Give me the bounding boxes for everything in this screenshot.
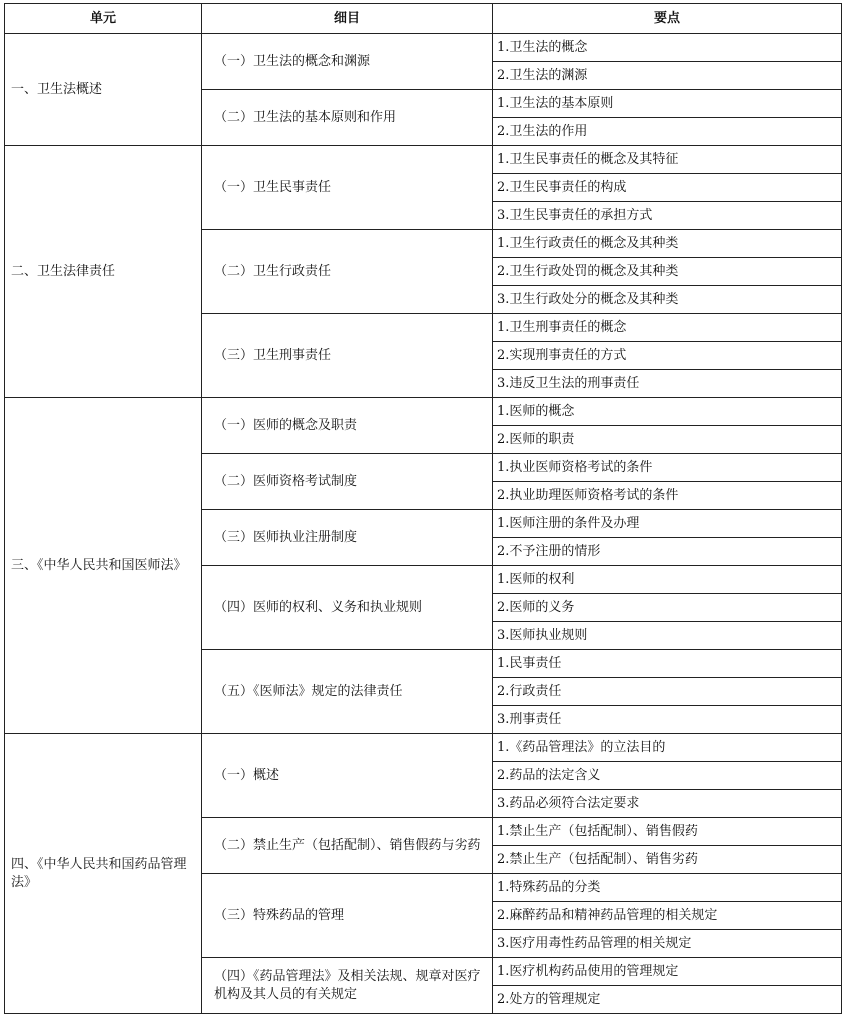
point-cell: 2.处方的管理规定	[493, 986, 842, 1014]
point-cell: 1.医师注册的条件及办理	[493, 510, 842, 538]
point-cell: 3.医疗用毒性药品管理的相关规定	[493, 930, 842, 958]
point-cell: 2.行政责任	[493, 678, 842, 706]
point-cell: 3.卫生行政处分的概念及其种类	[493, 286, 842, 314]
point-cell: 1.特殊药品的分类	[493, 874, 842, 902]
point-cell: 3.药品必须符合法定要求	[493, 790, 842, 818]
detail-cell: （二）医师资格考试制度	[202, 454, 493, 510]
unit-cell: 四、《中华人民共和国药品管理法》	[5, 734, 202, 1014]
point-cell: 1.医师的概念	[493, 398, 842, 426]
point-cell: 2.卫生法的作用	[493, 118, 842, 146]
point-cell: 1.民事责任	[493, 650, 842, 678]
point-cell: 2.卫生行政处罚的概念及其种类	[493, 258, 842, 286]
point-cell: 1.医疗机构药品使用的管理规定	[493, 958, 842, 986]
detail-cell: （一）卫生民事责任	[202, 146, 493, 230]
detail-cell: （三）特殊药品的管理	[202, 874, 493, 958]
point-cell: 1.执业医师资格考试的条件	[493, 454, 842, 482]
point-cell: 2.药品的法定含义	[493, 762, 842, 790]
detail-cell: （五）《医师法》规定的法律责任	[202, 650, 493, 734]
point-cell: 2.实现刑事责任的方式	[493, 342, 842, 370]
point-cell: 1.卫生法的概念	[493, 34, 842, 62]
point-cell: 1.卫生行政责任的概念及其种类	[493, 230, 842, 258]
header-detail: 细目	[202, 4, 493, 34]
point-cell: 2.麻醉药品和精神药品管理的相关规定	[493, 902, 842, 930]
unit-cell: 三、《中华人民共和国医师法》	[5, 398, 202, 734]
table-row	[5, 146, 842, 174]
point-cell: 1.《药品管理法》的立法目的	[493, 734, 842, 762]
table-row	[5, 734, 842, 762]
detail-cell: （二）卫生行政责任	[202, 230, 493, 314]
detail-cell: （二）卫生法的基本原则和作用	[202, 90, 493, 146]
point-cell: 1.卫生刑事责任的概念	[493, 314, 842, 342]
point-cell: 2.医师的义务	[493, 594, 842, 622]
table-header-row	[5, 4, 842, 34]
point-cell: 3.医师执业规则	[493, 622, 842, 650]
unit-cell: 一、卫生法概述	[5, 34, 202, 146]
unit-cell: 二、卫生法律责任	[5, 146, 202, 398]
point-cell: 2.卫生法的渊源	[493, 62, 842, 90]
point-cell: 3.卫生民事责任的承担方式	[493, 202, 842, 230]
detail-cell: （二）禁止生产（包括配制）、销售假药与劣药	[202, 818, 493, 874]
detail-cell: （一）概述	[202, 734, 493, 818]
point-cell: 1.医师的权利	[493, 566, 842, 594]
table-row	[5, 34, 842, 62]
header-points: 要点	[493, 4, 842, 34]
detail-cell: （一）卫生法的概念和渊源	[202, 34, 493, 90]
detail-cell: （三）卫生刑事责任	[202, 314, 493, 398]
point-cell: 2.不予注册的情形	[493, 538, 842, 566]
point-cell: 1.禁止生产（包括配制）、销售假药	[493, 818, 842, 846]
point-cell: 2.卫生民事责任的构成	[493, 174, 842, 202]
detail-cell: （一）医师的概念及职责	[202, 398, 493, 454]
point-cell: 2.医师的职责	[493, 426, 842, 454]
detail-cell: （三）医师执业注册制度	[202, 510, 493, 566]
detail-cell: （四）医师的权利、义务和执业规则	[202, 566, 493, 650]
detail-cell: （四）《药品管理法》及相关法规、规章对医疗机构及其人员的有关规定	[202, 958, 493, 1014]
point-cell: 3.违反卫生法的刑事责任	[493, 370, 842, 398]
syllabus-table	[4, 3, 842, 1014]
point-cell: 3.刑事责任	[493, 706, 842, 734]
point-cell: 1.卫生法的基本原则	[493, 90, 842, 118]
point-cell: 2.执业助理医师资格考试的条件	[493, 482, 842, 510]
table-row	[5, 398, 842, 426]
point-cell: 2.禁止生产（包括配制）、销售劣药	[493, 846, 842, 874]
header-unit: 单元	[5, 4, 202, 34]
point-cell: 1.卫生民事责任的概念及其特征	[493, 146, 842, 174]
